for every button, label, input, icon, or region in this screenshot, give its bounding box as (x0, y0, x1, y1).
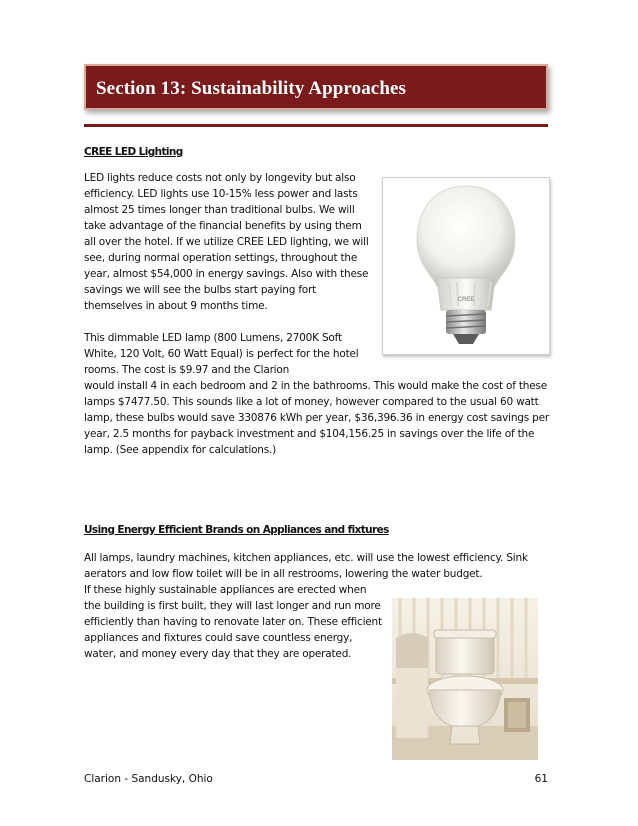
footer-location: Clarion - Sandusky, Ohio (84, 773, 213, 785)
led-bulb-photo (382, 177, 550, 355)
appliances-paragraph-wrapped: If these highly sustainable appliances are erected when the building is first built, they will last longer and run more efficiently than having to renovate later on. These efficient appliances and fixtures could save countless energy, water, and money every day that they are operated. (84, 584, 382, 660)
cree-paragraph-2-full: would install 4 in each bedroom and 2 in the bathrooms. This would make the cost of these lamps $7477.50. This sounds like a lot of money, however compared to the usual 60 watt lamp, these bulbs would save 330876 kWh per year, $36,396.36 in energy cost savings per year, 2.5 months for payback investment and $104,156.25 in savings over the life of the lamp. (See appendix for calculations.) (84, 380, 550, 456)
cree-logo-text: CREE (457, 297, 475, 303)
cree-paragraph-2-wrapped: This dimmable LED lamp (800 Lumens, 2700K Soft White, 120 Volt, 60 Watt Equal) is perfect for the hotel rooms. The cost is $9.97 and the Clarion (84, 332, 359, 376)
section-title: Section 13: Sustainability Approaches (96, 78, 407, 99)
led-bulb-icon (383, 178, 549, 354)
page-number: 61 (534, 773, 548, 785)
appliances-heading: Using Energy Efficient Brands on Appliances and fixtures (84, 524, 389, 536)
toilet-icon (392, 598, 538, 760)
toilet-photo (392, 598, 538, 760)
appliances-paragraph-full: All lamps, laundry machines, kitchen appliances, etc. will use the lowest efficiency. Sink aerators and low flow toilet will be in all restrooms, lowering the water budget. (84, 552, 528, 580)
cree-paragraph-1: LED lights reduce costs not only by longevity but also efficiency. LED lights use 10-15% less power and lasts almost 25 times longer than traditional bulbs. We will take advantage of the financial benefits by using them all over the hotel. If we utilize CREE LED lighting, we will see, during normal operation settings, throughout the year, almost $54,000 in energy savings. Also with these savings we will see the bulbs start paying fort themselves in about 9 months time. (84, 172, 369, 312)
section-banner (84, 64, 548, 110)
section-rule (84, 124, 548, 127)
cree-heading: CREE LED Lighting (84, 146, 183, 158)
